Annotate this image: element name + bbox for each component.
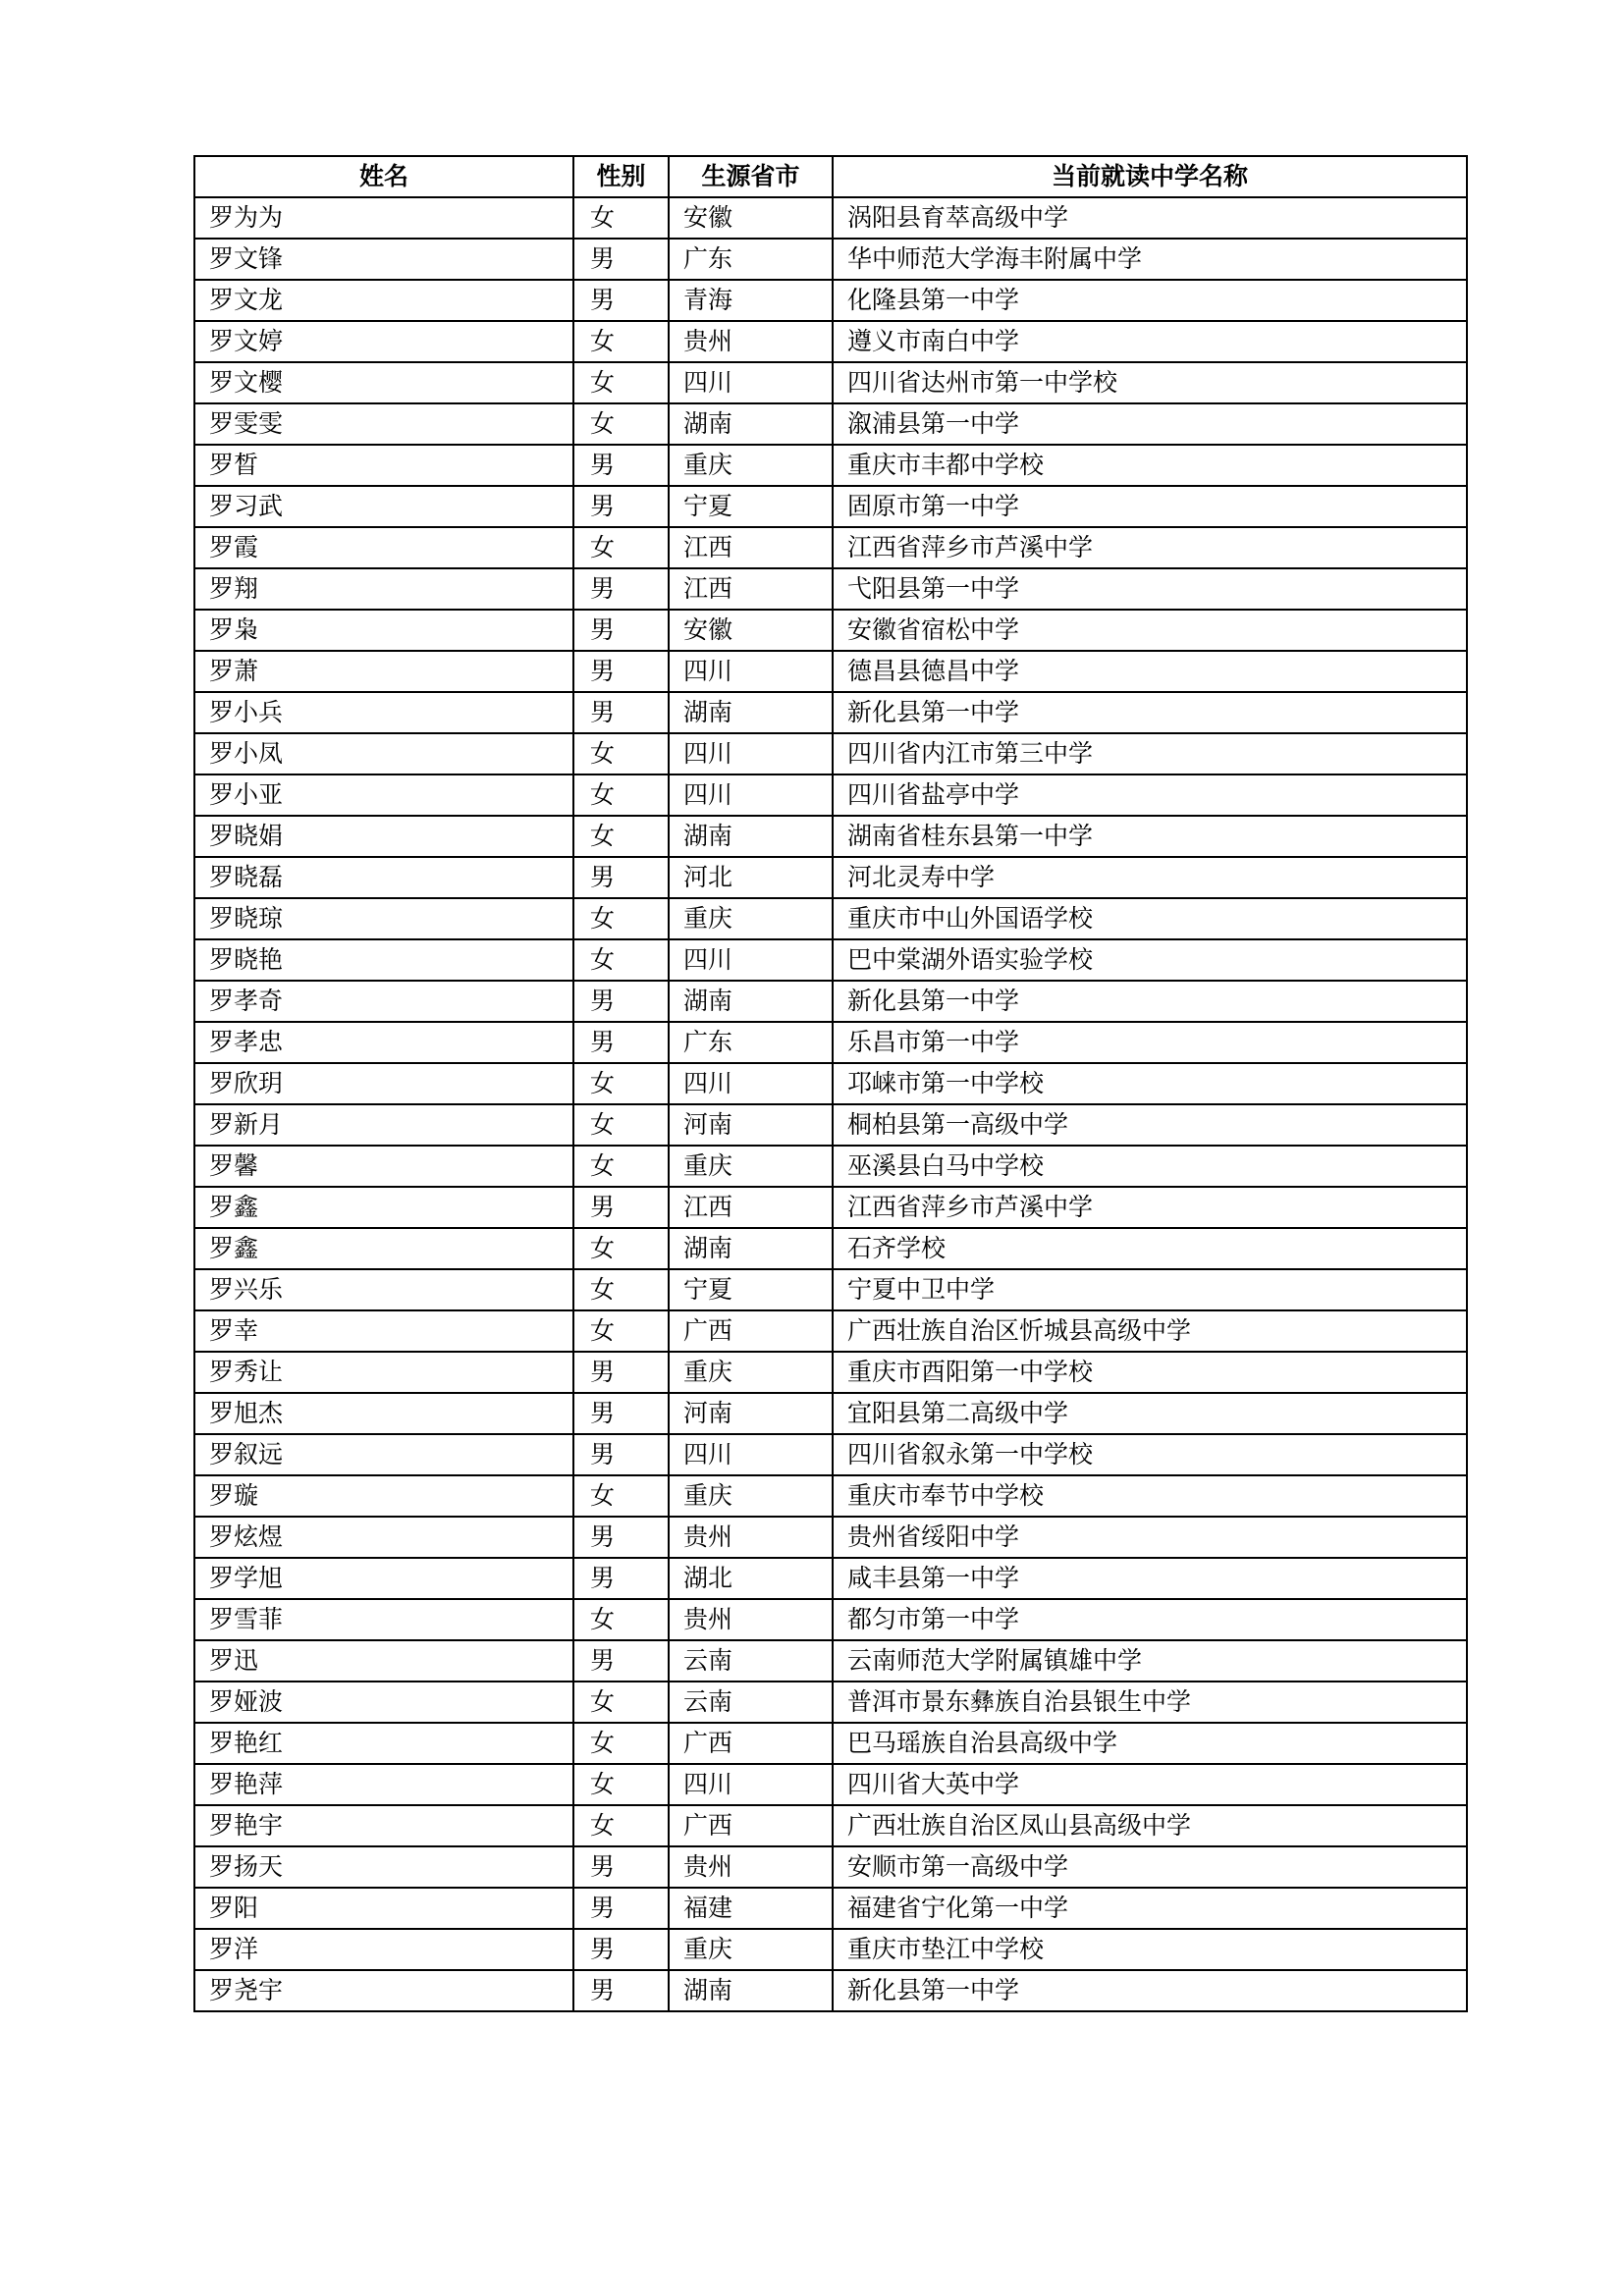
table-row [194,1022,1467,1063]
student-table [193,155,1468,2012]
cell-province: 湖北 [669,1558,833,1599]
cell-gender: 男 [573,1393,669,1434]
cell-name: 罗晓艳 [194,939,573,981]
cell-province: 四川 [669,362,833,403]
cell-school: 遵义市南白中学 [833,321,1467,362]
cell-school: 四川省盐亭中学 [833,774,1467,816]
cell-name: 罗习武 [194,486,573,527]
table-row [194,1269,1467,1310]
cell-province: 广东 [669,1022,833,1063]
table-row [194,527,1467,568]
table-row [194,939,1467,981]
table-row [194,1723,1467,1764]
cell-name: 罗晳 [194,445,573,486]
cell-province: 四川 [669,651,833,692]
cell-gender: 女 [573,1764,669,1805]
table-row [194,610,1467,651]
table-row [194,1764,1467,1805]
cell-gender: 女 [573,527,669,568]
cell-name: 罗晓娟 [194,816,573,857]
cell-name: 罗幸 [194,1310,573,1352]
table-row [194,816,1467,857]
cell-gender: 女 [573,197,669,239]
cell-province: 广西 [669,1805,833,1846]
cell-gender: 男 [573,1434,669,1475]
cell-province: 贵州 [669,1517,833,1558]
cell-school: 四川省大英中学 [833,1764,1467,1805]
cell-province: 广东 [669,239,833,280]
cell-gender: 女 [573,898,669,939]
cell-province: 贵州 [669,1599,833,1640]
table-row [194,981,1467,1022]
cell-name: 罗欣玥 [194,1063,573,1104]
cell-gender: 男 [573,1558,669,1599]
cell-name: 罗文锋 [194,239,573,280]
cell-province: 湖南 [669,403,833,445]
cell-gender: 女 [573,1269,669,1310]
cell-school: 巴中棠湖外语实验学校 [833,939,1467,981]
table-row [194,1517,1467,1558]
cell-name: 罗文婷 [194,321,573,362]
table-row [194,1558,1467,1599]
table-row [194,1187,1467,1228]
cell-name: 罗小凤 [194,733,573,774]
cell-province: 贵州 [669,321,833,362]
cell-name: 罗璇 [194,1475,573,1517]
cell-province: 四川 [669,774,833,816]
cell-name: 罗翔 [194,568,573,610]
cell-name: 罗炫煜 [194,1517,573,1558]
cell-gender: 男 [573,239,669,280]
cell-school: 都匀市第一中学 [833,1599,1467,1640]
cell-province: 福建 [669,1888,833,1929]
cell-province: 重庆 [669,445,833,486]
table-row [194,197,1467,239]
cell-gender: 男 [573,1929,669,1970]
cell-gender: 女 [573,321,669,362]
header-gender: 性别 [573,156,669,197]
cell-province: 湖南 [669,1970,833,2011]
cell-gender: 女 [573,733,669,774]
cell-school: 宜阳县第二高级中学 [833,1393,1467,1434]
table-body [194,197,1467,2011]
cell-school: 云南师范大学附属镇雄中学 [833,1640,1467,1682]
cell-province: 四川 [669,939,833,981]
cell-school: 四川省叙永第一中学校 [833,1434,1467,1475]
cell-province: 湖南 [669,1228,833,1269]
cell-school: 咸丰县第一中学 [833,1558,1467,1599]
cell-school: 安顺市第一高级中学 [833,1846,1467,1888]
cell-school: 化隆县第一中学 [833,280,1467,321]
cell-name: 罗阳 [194,1888,573,1929]
cell-gender: 男 [573,1022,669,1063]
table-row [194,1929,1467,1970]
cell-school: 新化县第一中学 [833,1970,1467,2011]
cell-gender: 女 [573,1723,669,1764]
table-row [194,568,1467,610]
cell-name: 罗文龙 [194,280,573,321]
cell-province: 四川 [669,1764,833,1805]
table-row [194,1682,1467,1723]
table-row [194,1970,1467,2011]
cell-school: 德昌县德昌中学 [833,651,1467,692]
cell-province: 湖南 [669,816,833,857]
cell-gender: 男 [573,857,669,898]
cell-school: 固原市第一中学 [833,486,1467,527]
cell-province: 江西 [669,527,833,568]
cell-school: 华中师范大学海丰附属中学 [833,239,1467,280]
cell-province: 广西 [669,1310,833,1352]
cell-province: 重庆 [669,1352,833,1393]
cell-school: 四川省达州市第一中学校 [833,362,1467,403]
cell-province: 重庆 [669,1475,833,1517]
cell-school: 江西省萍乡市芦溪中学 [833,1187,1467,1228]
table-row [194,403,1467,445]
cell-school: 四川省内江市第三中学 [833,733,1467,774]
cell-name: 罗扬天 [194,1846,573,1888]
table-row [194,1434,1467,1475]
cell-name: 罗霞 [194,527,573,568]
cell-gender: 女 [573,1805,669,1846]
cell-school: 普洱市景东彝族自治县银生中学 [833,1682,1467,1723]
cell-name: 罗鑫 [194,1187,573,1228]
cell-gender: 女 [573,1063,669,1104]
cell-gender: 女 [573,403,669,445]
cell-gender: 女 [573,1146,669,1187]
cell-school: 溆浦县第一中学 [833,403,1467,445]
cell-gender: 男 [573,692,669,733]
cell-name: 罗尧宇 [194,1970,573,2011]
cell-province: 云南 [669,1640,833,1682]
cell-name: 罗枭 [194,610,573,651]
cell-gender: 女 [573,1104,669,1146]
cell-name: 罗馨 [194,1146,573,1187]
cell-name: 罗叙远 [194,1434,573,1475]
table-row [194,280,1467,321]
cell-gender: 女 [573,1228,669,1269]
cell-school: 江西省萍乡市芦溪中学 [833,527,1467,568]
cell-gender: 男 [573,445,669,486]
cell-province: 安徽 [669,197,833,239]
cell-gender: 女 [573,1310,669,1352]
header-school: 当前就读中学名称 [833,156,1467,197]
cell-name: 罗洋 [194,1929,573,1970]
cell-name: 罗旭杰 [194,1393,573,1434]
cell-name: 罗秀让 [194,1352,573,1393]
cell-province: 河南 [669,1104,833,1146]
cell-province: 安徽 [669,610,833,651]
cell-name: 罗迅 [194,1640,573,1682]
table-row [194,1146,1467,1187]
cell-name: 罗孝忠 [194,1022,573,1063]
table-row [194,1228,1467,1269]
cell-name: 罗晓琼 [194,898,573,939]
cell-school: 石齐学校 [833,1228,1467,1269]
cell-school: 涡阳县育萃高级中学 [833,197,1467,239]
cell-province: 重庆 [669,1146,833,1187]
table-row [194,1475,1467,1517]
cell-province: 湖南 [669,981,833,1022]
cell-province: 宁夏 [669,486,833,527]
cell-name: 罗孝奇 [194,981,573,1022]
cell-name: 罗小亚 [194,774,573,816]
cell-school: 贵州省绥阳中学 [833,1517,1467,1558]
table-row [194,486,1467,527]
table-row [194,774,1467,816]
cell-gender: 女 [573,939,669,981]
cell-province: 河北 [669,857,833,898]
cell-school: 重庆市奉节中学校 [833,1475,1467,1517]
cell-school: 弋阳县第一中学 [833,568,1467,610]
cell-gender: 男 [573,1640,669,1682]
cell-name: 罗雯雯 [194,403,573,445]
cell-school: 邛崃市第一中学校 [833,1063,1467,1104]
cell-name: 罗文樱 [194,362,573,403]
cell-gender: 男 [573,1888,669,1929]
cell-gender: 女 [573,1475,669,1517]
cell-gender: 男 [573,981,669,1022]
table-row [194,857,1467,898]
cell-name: 罗学旭 [194,1558,573,1599]
table-row [194,445,1467,486]
cell-name: 罗娅波 [194,1682,573,1723]
cell-gender: 女 [573,816,669,857]
cell-gender: 男 [573,568,669,610]
table-row [194,362,1467,403]
table-row [194,1352,1467,1393]
cell-school: 重庆市酉阳第一中学校 [833,1352,1467,1393]
cell-gender: 男 [573,1187,669,1228]
cell-province: 四川 [669,1063,833,1104]
table-row [194,1393,1467,1434]
cell-gender: 男 [573,486,669,527]
cell-school: 河北灵寿中学 [833,857,1467,898]
cell-gender: 男 [573,1517,669,1558]
cell-school: 湖南省桂东县第一中学 [833,816,1467,857]
cell-name: 罗小兵 [194,692,573,733]
header-province: 生源省市 [669,156,833,197]
cell-school: 新化县第一中学 [833,692,1467,733]
table-row [194,651,1467,692]
cell-gender: 男 [573,610,669,651]
cell-gender: 女 [573,1599,669,1640]
cell-province: 河南 [669,1393,833,1434]
cell-school: 广西壮族自治区凤山县高级中学 [833,1805,1467,1846]
cell-school: 安徽省宿松中学 [833,610,1467,651]
cell-province: 湖南 [669,692,833,733]
cell-school: 福建省宁化第一中学 [833,1888,1467,1929]
table-header-row [194,156,1467,197]
cell-school: 广西壮族自治区忻城县高级中学 [833,1310,1467,1352]
cell-province: 四川 [669,1434,833,1475]
cell-name: 罗艳宇 [194,1805,573,1846]
table-row [194,1599,1467,1640]
table-row [194,1888,1467,1929]
cell-province: 青海 [669,280,833,321]
cell-province: 江西 [669,568,833,610]
cell-name: 罗晓磊 [194,857,573,898]
cell-province: 江西 [669,1187,833,1228]
cell-school: 重庆市丰都中学校 [833,445,1467,486]
cell-name: 罗鑫 [194,1228,573,1269]
table-row [194,692,1467,733]
table-row [194,1640,1467,1682]
table-row [194,1104,1467,1146]
cell-province: 四川 [669,733,833,774]
cell-name: 罗为为 [194,197,573,239]
table-row [194,1805,1467,1846]
cell-province: 宁夏 [669,1269,833,1310]
cell-province: 广西 [669,1723,833,1764]
cell-province: 重庆 [669,898,833,939]
header-name: 姓名 [194,156,573,197]
cell-school: 巴马瑶族自治县高级中学 [833,1723,1467,1764]
table-row [194,1846,1467,1888]
cell-gender: 女 [573,774,669,816]
table-row [194,1063,1467,1104]
table-row [194,321,1467,362]
table-row [194,1310,1467,1352]
cell-school: 乐昌市第一中学 [833,1022,1467,1063]
cell-province: 贵州 [669,1846,833,1888]
cell-name: 罗艳萍 [194,1764,573,1805]
cell-school: 宁夏中卫中学 [833,1269,1467,1310]
cell-gender: 男 [573,1352,669,1393]
cell-gender: 男 [573,651,669,692]
cell-gender: 女 [573,1682,669,1723]
cell-name: 罗雪菲 [194,1599,573,1640]
cell-school: 重庆市中山外国语学校 [833,898,1467,939]
cell-gender: 男 [573,280,669,321]
cell-province: 云南 [669,1682,833,1723]
cell-gender: 女 [573,362,669,403]
cell-gender: 男 [573,1846,669,1888]
table-row [194,239,1467,280]
cell-school: 桐柏县第一高级中学 [833,1104,1467,1146]
cell-school: 重庆市垫江中学校 [833,1929,1467,1970]
cell-school: 新化县第一中学 [833,981,1467,1022]
cell-name: 罗兴乐 [194,1269,573,1310]
cell-name: 罗萧 [194,651,573,692]
cell-gender: 男 [573,1970,669,2011]
table-row [194,898,1467,939]
cell-school: 巫溪县白马中学校 [833,1146,1467,1187]
cell-name: 罗艳红 [194,1723,573,1764]
cell-name: 罗新月 [194,1104,573,1146]
table-row [194,733,1467,774]
cell-province: 重庆 [669,1929,833,1970]
